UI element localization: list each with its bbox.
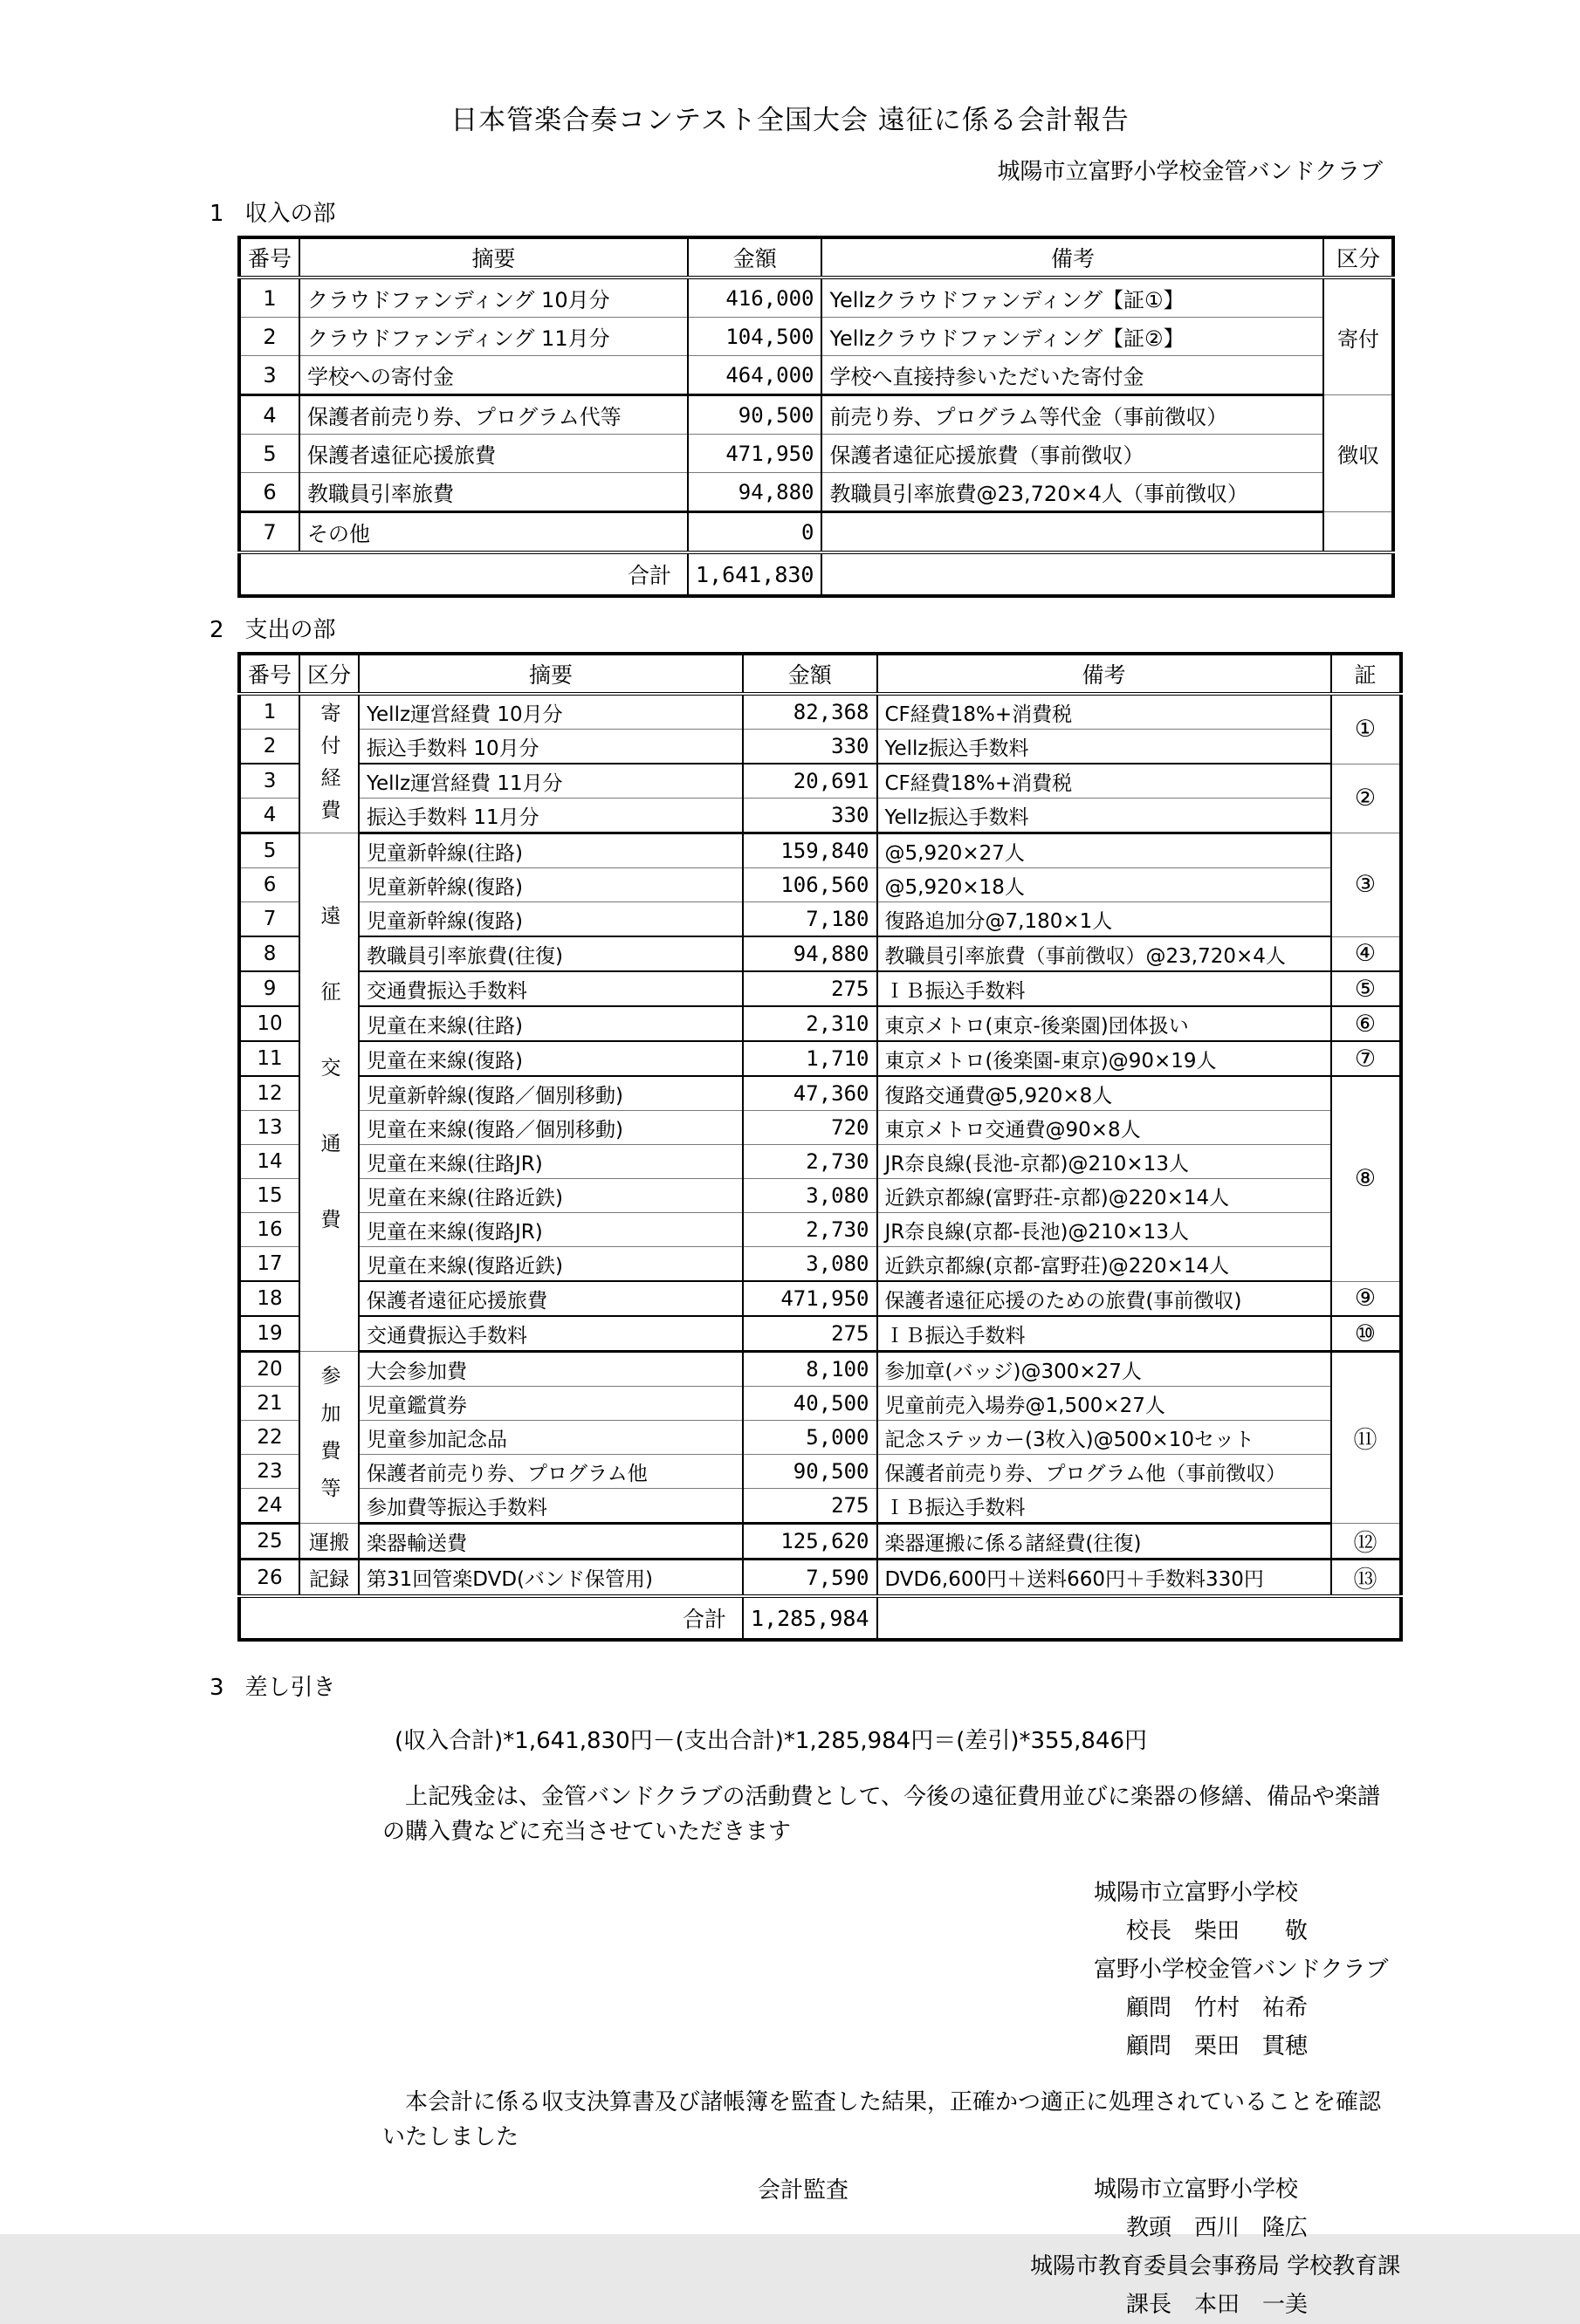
row-desc: クラウドファンディング 11月分 (299, 318, 688, 356)
row-desc: 児童鑑賞券 (359, 1387, 743, 1421)
row-note: 参加章(バッジ)@300×27人 (877, 1352, 1331, 1387)
row-note: Yellzクラウドファンディング【証①】 (821, 278, 1323, 318)
row-note: 学校へ直接持参いただいた寄付金 (821, 356, 1323, 395)
table-row (239, 512, 1393, 553)
row-amount: 2,730 (743, 1145, 876, 1179)
audit-school: 城陽市立富野小学校 (1094, 2177, 1299, 2203)
row-no: 3 (239, 356, 299, 395)
row-no: 5 (239, 833, 299, 868)
income-section-heading (210, 199, 1580, 229)
row-note: JR奈良線(長池-京都)@210×13人 (877, 1145, 1331, 1179)
expense-category-participation: 参加費等 (299, 1352, 359, 1524)
expense-header-category: 区分 (299, 654, 359, 694)
row-note: 東京メトロ(後楽園-東京)@90×19人 (877, 1041, 1331, 1076)
row-no: 7 (239, 902, 299, 937)
row-no: 6 (239, 868, 299, 902)
row-note: 東京メトロ交通費@90×8人 (877, 1111, 1331, 1145)
expense-category-record: 記録 (299, 1560, 359, 1597)
audit-manager: 課長 本田 一美 (1126, 2292, 1309, 2318)
table-row (239, 799, 1401, 833)
row-amount: 471,950 (688, 435, 821, 473)
row-desc: Yellz運営経費 10月分 (359, 694, 743, 730)
row-desc: 第31回管楽DVD(バンド保管用) (359, 1560, 743, 1597)
row-note: 保護者遠征応援のための旅費(事前徴収) (877, 1281, 1331, 1316)
organization-name: 城陽市立富野小学校金管バンドクラブ (997, 159, 1383, 185)
row-no: 19 (239, 1316, 299, 1352)
voucher-mark: ④ (1331, 936, 1401, 971)
row-amount: 1,710 (743, 1041, 876, 1076)
row-no: 10 (239, 1006, 299, 1041)
audit-board: 城陽市教育委員会事務局 学校教育課 (1030, 2253, 1401, 2279)
row-amount: 47,360 (743, 1076, 876, 1111)
row-amount: 90,500 (688, 395, 821, 435)
row-desc: 児童新幹線(復路) (359, 868, 743, 902)
audit-note-line2: いたしました (382, 2124, 519, 2150)
row-desc: その他 (299, 512, 688, 553)
table-row (239, 868, 1401, 902)
expense-category-donation: 寄付経費 (299, 694, 359, 833)
expense-total-empty (877, 1596, 1401, 1640)
audit-signature-section (0, 2170, 1580, 2324)
row-amount: 720 (743, 1111, 876, 1145)
table-row (239, 936, 1401, 971)
row-amount: 3,080 (743, 1247, 876, 1282)
row-no: 6 (239, 473, 299, 512)
row-note: 復路交通費@5,920×8人 (877, 1076, 1331, 1111)
table-row (239, 1316, 1401, 1352)
row-amount: 2,730 (743, 1213, 876, 1247)
audit-note (382, 2085, 1580, 2155)
row-desc: 振込手数料 11月分 (359, 799, 743, 833)
row-desc: 児童新幹線(復路／個別移動) (359, 1076, 743, 1111)
row-note: @5,920×18人 (877, 868, 1331, 902)
row-note: CF経費18%+消費税 (877, 764, 1331, 799)
balance-section-heading (210, 1673, 1580, 1703)
row-amount: 330 (743, 799, 876, 833)
row-amount: 471,950 (743, 1281, 876, 1316)
income-header-desc: 摘要 (299, 237, 688, 278)
row-note: Yellz振込手数料 (877, 730, 1331, 764)
voucher-mark: ⑪ (1331, 1352, 1401, 1524)
row-desc: 児童在来線(復路JR) (359, 1213, 743, 1247)
row-amount: 104,500 (688, 318, 821, 356)
expense-total-row (239, 1596, 1401, 1640)
expense-section-number: 2 (210, 617, 224, 643)
row-no: 4 (239, 395, 299, 435)
row-desc: クラウドファンディング 10月分 (299, 278, 688, 318)
table-row (239, 1281, 1401, 1316)
row-desc: 教職員引率旅費(往復) (359, 936, 743, 971)
row-desc: 児童新幹線(復路) (359, 902, 743, 937)
audit-label: 会計監査 (758, 2177, 849, 2204)
voucher-mark: ⑩ (1331, 1316, 1401, 1352)
expense-header-note: 備考 (877, 654, 1331, 694)
row-no: 24 (239, 1489, 299, 1524)
signature-school: 城陽市立富野小学校 (1094, 1880, 1299, 1906)
table-row (239, 1352, 1401, 1387)
audit-note-line1: 本会計に係る収支決算書及び諸帳簿を監査した結果，正確かつ適正に処理されていることを確認 (382, 2089, 1382, 2115)
row-note: ＩＢ振込手数料 (877, 971, 1331, 1006)
row-amount: 159,840 (743, 833, 876, 868)
signature-advisor2: 顧問 栗田 貫穂 (1126, 2033, 1309, 2060)
row-desc: 児童在来線(復路／個別移動) (359, 1111, 743, 1145)
row-desc: 学校への寄付金 (299, 356, 688, 395)
table-row (239, 1489, 1401, 1524)
audit-vice-principal: 教頭 西川 隆広 (1126, 2215, 1309, 2241)
row-no: 16 (239, 1213, 299, 1247)
row-note: 記念ステッカー(3枚入)@500×10セット (877, 1421, 1331, 1455)
table-row (239, 356, 1393, 395)
table-row (239, 435, 1393, 473)
row-amount: 82,368 (743, 694, 876, 730)
expense-header-voucher: 証 (1331, 654, 1401, 694)
row-desc: 児童参加記念品 (359, 1421, 743, 1455)
row-no: 7 (239, 512, 299, 553)
row-amount: 20,691 (743, 764, 876, 799)
row-no: 23 (239, 1455, 299, 1489)
expense-header-amount: 金額 (743, 654, 876, 694)
row-note: 前売り券、プログラム等代金（事前徴収） (821, 395, 1323, 435)
balance-section-number: 3 (210, 1675, 224, 1701)
row-amount: 3,080 (743, 1179, 876, 1213)
row-no: 26 (239, 1560, 299, 1597)
row-amount: 8,100 (743, 1352, 876, 1387)
row-note: JR奈良線(京都-長池)@210×13人 (877, 1213, 1331, 1247)
income-category-collection: 徴収 (1323, 395, 1393, 512)
expense-category-transport: 運搬 (299, 1524, 359, 1560)
row-note: 楽器運搬に係る諸経費(往復) (877, 1524, 1331, 1560)
row-no: 13 (239, 1111, 299, 1145)
voucher-mark: ⑨ (1331, 1281, 1401, 1316)
row-no: 14 (239, 1145, 299, 1179)
row-note: ＩＢ振込手数料 (877, 1316, 1331, 1352)
row-note: Yellzクラウドファンディング【証②】 (821, 318, 1323, 356)
voucher-mark: ① (1331, 694, 1401, 764)
voucher-mark: ⑧ (1331, 1076, 1401, 1281)
voucher-mark: ⑫ (1331, 1524, 1401, 1560)
row-amount: 2,310 (743, 1006, 876, 1041)
row-amount: 40,500 (743, 1387, 876, 1421)
row-desc: Yellz運営経費 11月分 (359, 764, 743, 799)
table-row (239, 1213, 1401, 1247)
income-header-no: 番号 (239, 237, 299, 278)
table-row (239, 1076, 1401, 1111)
row-desc: 児童在来線(復路近鉄) (359, 1247, 743, 1282)
table-row (239, 1560, 1401, 1597)
table-row (239, 1145, 1401, 1179)
income-header-note: 備考 (821, 237, 1323, 278)
income-total-row (239, 552, 1393, 596)
row-amount: 90,500 (743, 1455, 876, 1489)
voucher-mark: ⑦ (1331, 1041, 1401, 1076)
table-row (239, 1421, 1401, 1455)
signature-advisor1: 顧問 竹村 祐希 (1126, 1995, 1309, 2021)
row-no: 25 (239, 1524, 299, 1560)
row-amount: 7,590 (743, 1560, 876, 1597)
row-desc: 児童在来線(往路近鉄) (359, 1179, 743, 1213)
table-row (239, 730, 1401, 764)
row-amount: 275 (743, 1489, 876, 1524)
balance-formula: (収入合計)*1,641,830円－(支出合計)*1,285,984円＝(差引)*355,846円 (395, 1728, 1148, 1754)
row-no: 1 (239, 278, 299, 318)
row-note: ＩＢ振込手数料 (877, 1489, 1331, 1524)
row-desc: 保護者前売り券、プログラム他 (359, 1455, 743, 1489)
income-total-amount: 1,641,830 (688, 552, 821, 596)
voucher-mark: ③ (1331, 833, 1401, 937)
income-total-label: 合計 (239, 552, 688, 596)
income-section-number: 1 (210, 201, 224, 227)
row-no: 4 (239, 799, 299, 833)
balance-section-title: 差し引き (244, 1675, 336, 1701)
row-note: 教職員引率旅費@23,720×4人（事前徴収） (821, 473, 1323, 512)
row-note: 復路追加分@7,180×1人 (877, 902, 1331, 937)
row-amount: 125,620 (743, 1524, 876, 1560)
row-amount: 275 (743, 971, 876, 1006)
row-no: 20 (239, 1352, 299, 1387)
row-no: 8 (239, 936, 299, 971)
row-amount: 330 (743, 730, 876, 764)
row-no: 11 (239, 1041, 299, 1076)
row-amount: 416,000 (688, 278, 821, 318)
expense-section-heading (210, 615, 1580, 645)
table-row (239, 473, 1393, 512)
row-amount: 94,880 (688, 473, 821, 512)
row-note: 保護者前売り券、プログラム他（事前徴収） (877, 1455, 1331, 1489)
row-amount: 464,000 (688, 356, 821, 395)
row-no: 21 (239, 1387, 299, 1421)
row-amount: 7,180 (743, 902, 876, 937)
row-desc: 交通費振込手数料 (359, 1316, 743, 1352)
row-note: 近鉄京都線(富野荘-京都)@220×14人 (877, 1179, 1331, 1213)
table-row (239, 764, 1401, 799)
table-row (239, 278, 1393, 318)
row-desc: 大会参加費 (359, 1352, 743, 1387)
table-row (239, 1387, 1401, 1421)
row-desc: 児童在来線(往路JR) (359, 1145, 743, 1179)
table-row (239, 1111, 1401, 1145)
row-amount: 5,000 (743, 1421, 876, 1455)
row-no: 9 (239, 971, 299, 1006)
row-no: 3 (239, 764, 299, 799)
row-note: 近鉄京都線(京都-富野荘)@220×14人 (877, 1247, 1331, 1282)
row-note: 児童前売入場券@1,500×27人 (877, 1387, 1331, 1421)
table-row (239, 1179, 1401, 1213)
row-no: 18 (239, 1281, 299, 1316)
row-amount: 275 (743, 1316, 876, 1352)
row-no: 2 (239, 318, 299, 356)
row-note: DVD6,600円＋送料660円＋手数料330円 (877, 1560, 1331, 1597)
row-note: 教職員引率旅費（事前徴収）@23,720×4人 (877, 936, 1331, 971)
table-row (239, 694, 1401, 730)
table-row (239, 971, 1401, 1006)
row-desc: 参加費等振込手数料 (359, 1489, 743, 1524)
row-category-empty (1323, 512, 1393, 553)
table-row (239, 1247, 1401, 1282)
income-header-amount: 金額 (688, 237, 821, 278)
income-header-row (239, 237, 1393, 278)
row-desc: 楽器輸送費 (359, 1524, 743, 1560)
table-row (239, 833, 1401, 868)
expense-header-desc: 摘要 (359, 654, 743, 694)
expense-category-travel: 遠征交通費 (299, 833, 359, 1352)
row-amount: 94,880 (743, 936, 876, 971)
row-desc: 保護者遠征応援旅費 (299, 435, 688, 473)
voucher-mark: ⑬ (1331, 1560, 1401, 1597)
voucher-mark: ⑥ (1331, 1006, 1401, 1041)
audit-signature-block (1030, 2170, 1580, 2324)
signature-club: 富野小学校金管バンドクラブ (1094, 1957, 1389, 1983)
voucher-mark: ② (1331, 764, 1401, 833)
row-desc: 児童在来線(往路) (359, 1006, 743, 1041)
row-desc: 児童在来線(復路) (359, 1041, 743, 1076)
table-row (239, 1041, 1401, 1076)
row-note: CF経費18%+消費税 (877, 694, 1331, 730)
row-desc: 児童新幹線(往路) (359, 833, 743, 868)
signature-block (1094, 1874, 1580, 2066)
expense-header-row (239, 654, 1401, 694)
expense-total-label: 合計 (239, 1596, 743, 1640)
expense-header-no: 番号 (239, 654, 299, 694)
income-total-empty (821, 552, 1393, 596)
row-amount: 106,560 (743, 868, 876, 902)
table-row (239, 395, 1393, 435)
row-no: 15 (239, 1179, 299, 1213)
signature-principal: 校長 柴田 敬 (1126, 1918, 1309, 1944)
row-no: 1 (239, 694, 299, 730)
balance-note-line2: の購入費などに充当させていただきます (382, 1819, 792, 1845)
income-category-donation: 寄付 (1323, 278, 1393, 395)
row-desc: 保護者前売り券、プログラム代等 (299, 395, 688, 435)
row-amount: 0 (688, 512, 821, 553)
row-note (821, 512, 1323, 553)
table-row (239, 902, 1401, 937)
table-row (239, 1455, 1401, 1489)
row-no: 12 (239, 1076, 299, 1111)
table-row (239, 318, 1393, 356)
balance-note (382, 1779, 1580, 1849)
row-note: 保護者遠征応援旅費（事前徴収） (821, 435, 1323, 473)
expense-table (237, 652, 1403, 1642)
expense-total-amount: 1,285,984 (743, 1596, 876, 1640)
row-note: @5,920×27人 (877, 833, 1331, 868)
row-no: 17 (239, 1247, 299, 1282)
row-no: 22 (239, 1421, 299, 1455)
row-desc: 保護者遠征応援旅費 (359, 1281, 743, 1316)
row-note: Yellz振込手数料 (877, 799, 1331, 833)
balance-note-line1: 上記残金は、金管バンドクラブの活動費として、今後の遠征費用並びに楽器の修繕、備品や楽譜 (382, 1784, 1380, 1810)
income-header-category: 区分 (1323, 237, 1393, 278)
voucher-mark: ⑤ (1331, 971, 1401, 1006)
row-desc: 教職員引率旅費 (299, 473, 688, 512)
page-title: 日本管楽合奏コンテスト全国大会 遠征に係る会計報告 (450, 105, 1130, 136)
income-table (237, 236, 1395, 598)
expense-section-title: 支出の部 (244, 617, 336, 643)
income-section-title: 収入の部 (244, 201, 336, 227)
table-row (239, 1524, 1401, 1560)
table-row (239, 1006, 1401, 1041)
row-note: 東京メトロ(東京-後楽園)団体扱い (877, 1006, 1331, 1041)
row-desc: 振込手数料 10月分 (359, 730, 743, 764)
row-no: 2 (239, 730, 299, 764)
row-no: 5 (239, 435, 299, 473)
row-desc: 交通費振込手数料 (359, 971, 743, 1006)
